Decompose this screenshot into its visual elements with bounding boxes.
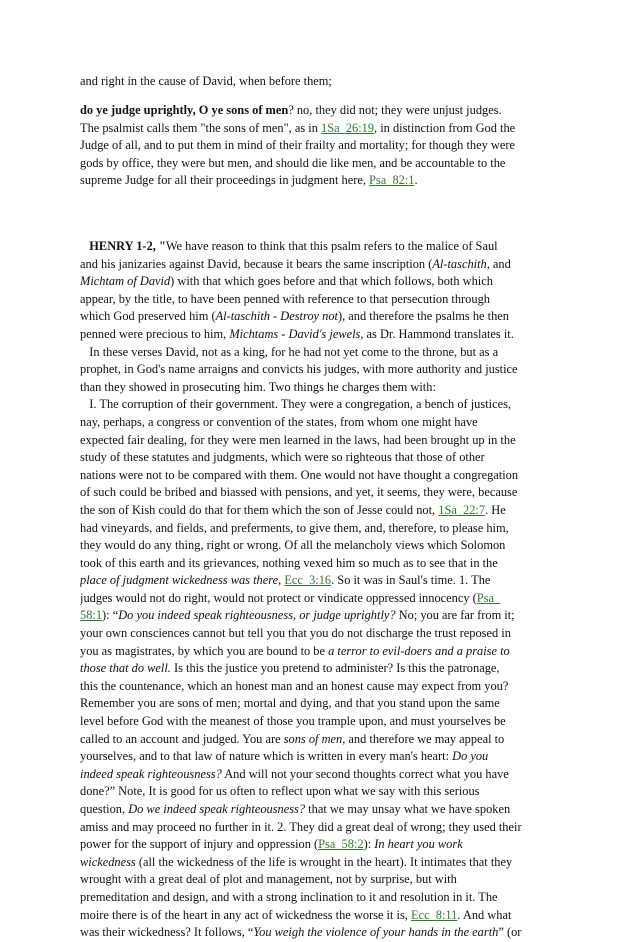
text-line [80, 379, 554, 397]
text-line [80, 555, 554, 573]
text-span: and [489, 256, 511, 271]
text-line [80, 783, 554, 801]
text-line [80, 748, 554, 766]
italic-text: Do you indeed speak righteousness, or judge uprightly? [118, 608, 396, 623]
scripture-reference-link[interactable]: Psa_82:1 [369, 173, 415, 188]
text-line [80, 731, 554, 749]
paragraph-intro [80, 73, 554, 91]
bold-text: do ye judge uprightly, O ye sons of men [80, 103, 289, 117]
text-line [80, 414, 554, 432]
text-line [80, 449, 554, 467]
text-line [80, 344, 554, 362]
italic-text: Do you [452, 749, 489, 764]
text-span: power for the support of injury and oppression ( [80, 837, 319, 852]
text-span: they would do any thing, right or wrong. Of all the melancholy views which Solomon [80, 538, 506, 553]
italic-text: those that do well. [80, 661, 171, 676]
text-span: that we may unsay what we have spoken [305, 802, 511, 816]
text-span: ? no, they did not; they were unjust judges. [288, 103, 502, 117]
text-span: No; you are far from it; [395, 608, 515, 623]
text-line [80, 854, 554, 872]
text-span: nay, perhaps, a congress or convention of the states, from whom one might have [80, 414, 478, 429]
text-span: amiss and may proceed no further in it. 2. They did a great deal of wrong; they used their [80, 819, 522, 834]
text-line [80, 467, 554, 485]
scripture-reference-link[interactable]: 1Sa_26:19 [321, 120, 375, 135]
text-span: as Dr. Hammond translates it. [363, 326, 514, 341]
text-line [80, 172, 554, 190]
italic-text: You weigh the violence of your hands in the earth [253, 925, 499, 940]
text-line [80, 432, 554, 450]
text-span: wrought with a great deal of plot and management, not by surprise, but with [80, 872, 457, 887]
text-line [80, 713, 554, 731]
scripture-reference-link[interactable]: Psa_58:2 [318, 837, 364, 852]
text-line [80, 361, 554, 379]
text-span: In these verses David, not as a king, for he had not yet come to the throne, but as a [80, 344, 499, 359]
text-span: your own consciences cannot but tell you that you do not discharge the trust reposed in [80, 626, 511, 641]
text-line [80, 256, 554, 274]
italic-text: Michtams - David's jewels, [229, 326, 364, 341]
text-line [80, 572, 554, 590]
text-span: expected fair dealing, for they were men learned in the laws, had been brought up in the [80, 432, 516, 447]
text-span: , in distinction from God the [374, 120, 516, 135]
text-line [80, 273, 554, 291]
text-span: . He [485, 502, 506, 517]
text-span: had vineyards, and fields, and preferments, to give them, and, therefore, to please him, [80, 520, 509, 535]
text-line [80, 537, 554, 555]
text-span: level before God with the meanest of those you trample upon, and must yourselves be [80, 714, 506, 729]
italic-text: a terror to evil-doers and a praise to [328, 643, 510, 658]
text-span: penned were precious to him, [80, 326, 230, 341]
text-span: yourselves, and to that law of nature which is written in every man's heart: [80, 749, 453, 764]
italic-text: indeed speak righteousness? [80, 766, 222, 781]
text-span: The psalmist calls them "the sons of men", as in [80, 120, 322, 135]
text-line [80, 155, 554, 173]
text-span: premeditation and design, and with a strong inclination to it and resolution in it. The [80, 889, 498, 904]
text-span: We have reason to think that this psalm refers to the malice of Saul [165, 239, 498, 253]
italic-text: Michtam of David [80, 274, 171, 289]
text-span: of such could be bribed and biassed with pensions, and yet, it seems, they were, because [80, 485, 518, 500]
text-span: ): [363, 837, 375, 852]
text-span: Judge of all, and to put them in mind of their frailty and mortality; for though they were [80, 138, 515, 153]
text-span: you as magistrates, by which you are bound to be [80, 643, 329, 658]
text-span: Remember you are sons of men; mortal and dying, and that you stand upon the same [80, 696, 500, 711]
text-line [80, 607, 554, 625]
text-span: ): “ [102, 608, 119, 623]
text-line [80, 308, 554, 326]
text-span: supreme Judge for all their proceedings in judgment here, [80, 173, 370, 188]
bold-text: HENRY 1-2, " [80, 239, 166, 253]
text-span: (all the wickedness of the life is wrought in the heart). It intimates that they [135, 854, 513, 869]
scripture-reference-link[interactable]: 58:1 [80, 608, 103, 623]
text-span: gods by office, they were but men, and should die like men, and be accountable to the [80, 155, 506, 170]
text-line [80, 766, 554, 784]
scripture-reference-link[interactable]: 1Sa_22:7 [438, 502, 486, 517]
text-span: than they showed in prosecuting him. Two things he charges them with: [80, 379, 436, 394]
text-line [80, 819, 554, 837]
text-span: prophet, in God's name arraigns and convicts his judges, with more authority and justice [80, 362, 518, 377]
text-span: ” (or [498, 925, 522, 940]
text-line [80, 836, 554, 854]
text-span: which God preserved him ( [80, 309, 216, 324]
italic-text: sons of men, [283, 731, 346, 746]
scripture-reference-link[interactable]: Ecc_3:16 [284, 573, 332, 588]
text-line [80, 396, 554, 414]
text-span: And will not your second thoughts correct what you have [221, 766, 509, 781]
text-line [80, 678, 554, 696]
text-span: Is this the justice you pretend to administer? Is this the patronage, [170, 661, 500, 676]
italic-text: Al-taschith, [432, 256, 490, 271]
text-line [80, 137, 554, 155]
text-line [80, 889, 554, 907]
text-line [80, 660, 554, 678]
text-line [80, 907, 554, 925]
italic-text: place of judgment wickedness was there, [80, 573, 282, 588]
text-span: . [414, 173, 418, 188]
text-span: . And what [457, 907, 512, 922]
text-line [80, 291, 554, 309]
text-span: this the countenance, which an honest man and an honest cause may expect from you? [80, 678, 509, 693]
text-span: done?” Note, It is good for us often to reflect upon what we say with this serious [80, 784, 480, 799]
text-line [80, 502, 554, 520]
text-span: moire there is of the heart in any act of wickedness the worse it is, [80, 907, 412, 922]
text-span: question, [80, 802, 129, 816]
text-span: took of this earth and its grievances, nothing vexed him so much as to see that in the [80, 555, 498, 570]
text-line [80, 871, 554, 889]
text-span: called to an account and judged. You are [80, 731, 284, 746]
scripture-reference-link[interactable]: Ecc_8:11 [411, 907, 458, 922]
text-span: . So it was in Saul's time. 1. The [331, 573, 491, 588]
paragraph-henry-commentary [80, 238, 554, 942]
text-line [80, 120, 554, 138]
text-span: nations were not to be compared with them. One would not have thought a congregation [80, 467, 519, 482]
text-line [80, 695, 554, 713]
text-line [80, 520, 554, 538]
text-line [80, 484, 554, 502]
text-line: and right in the cause of David, when before them; [80, 74, 332, 88]
text-line [80, 625, 554, 643]
text-line [80, 238, 554, 256]
text-span: ) with that which goes before and that which follows, both which [170, 274, 493, 289]
italic-text: wickedness [80, 854, 136, 869]
text-line [80, 590, 554, 608]
text-span: appear, by the title, to have been penned with reference to that persecution through [80, 291, 490, 306]
italic-text: Do we indeed speak righteousness? [128, 802, 306, 816]
text-span: the son of Kish could do that for them which the son of Jesse could not, [80, 502, 439, 517]
text-line [80, 643, 554, 661]
italic-text: Al-taschith - Destroy not [215, 309, 338, 324]
text-span: judges would not do right, would not protect or vindicate oppressed innocency ( [80, 590, 477, 605]
text-line [80, 924, 554, 942]
text-span: and his janizaries against David, because it bears the same inscription ( [80, 256, 433, 271]
text-span: was their wickedness? It follows, “ [80, 925, 254, 940]
scripture-reference-link[interactable]: Psa_ [476, 590, 501, 605]
paragraph-judges [80, 102, 554, 190]
text-line [80, 102, 554, 120]
text-span: ), and therefore the psalms he then [337, 309, 509, 324]
text-span: and therefore we may appeal to [345, 731, 505, 746]
text-line [80, 326, 554, 344]
text-span: study of these statutes and judgments, which were so righteous that those of other [80, 450, 485, 465]
text-line [80, 801, 554, 819]
italic-text: In heart you work [374, 837, 463, 852]
text-span: I. The corruption of their government. They were a congregation, a bench of justices, [80, 397, 512, 412]
